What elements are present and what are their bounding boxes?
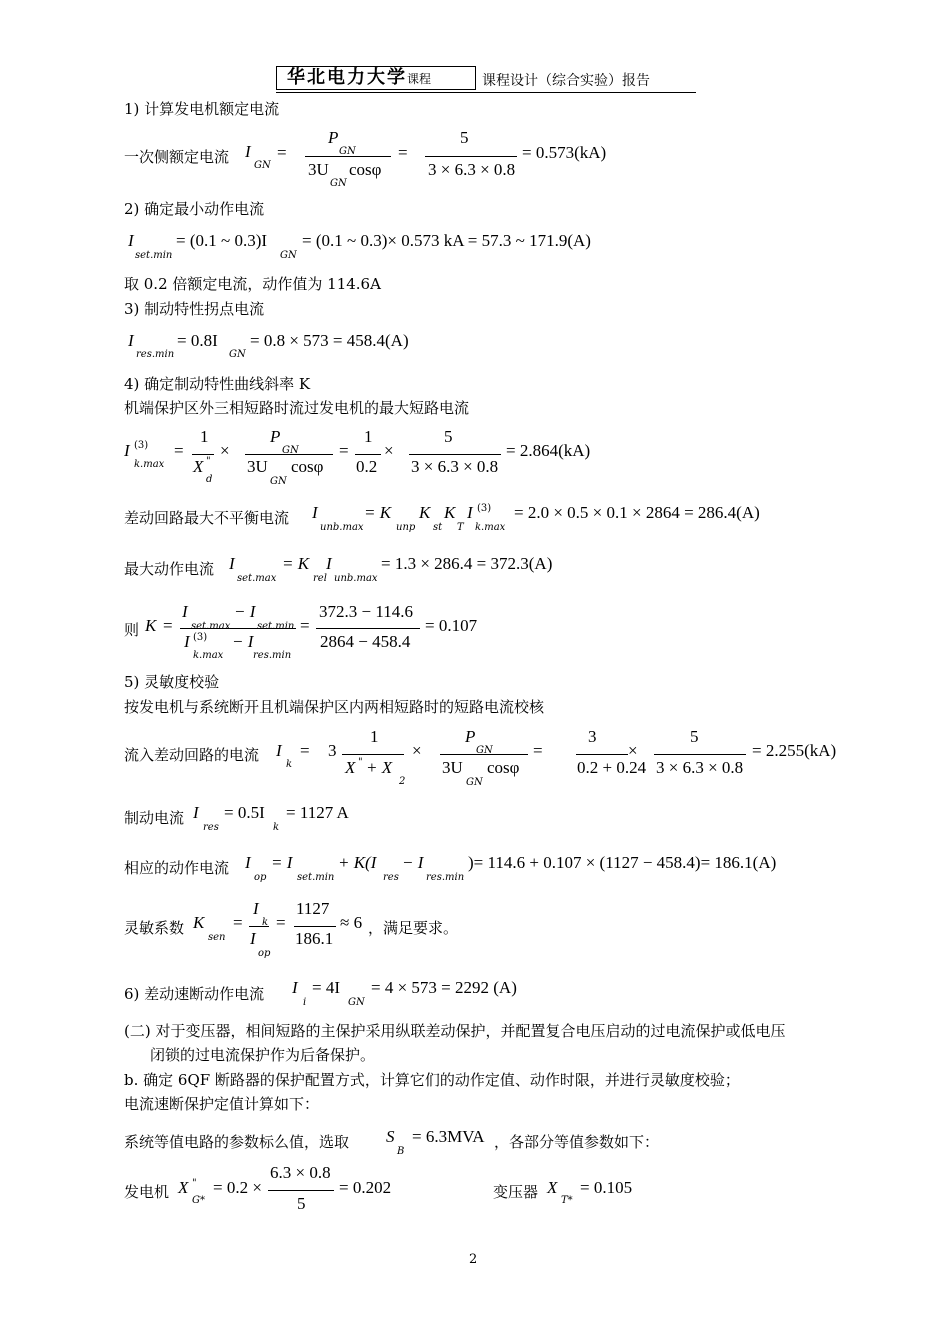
- eq-result: ≈ 6: [340, 913, 363, 932]
- eq-sub-1: rel: [313, 573, 327, 584]
- transformer-paragraph-line-2: 闭锁的过电流保护作为后备保护。: [150, 1046, 376, 1064]
- eq-num-3: 3: [588, 727, 597, 746]
- eq-cos: cosφ: [349, 160, 382, 179]
- eq-k3: K: [444, 503, 456, 522]
- breaker-paragraph: b. 确定 6QF 断路器的保护配置方式，计算它们的动作定值、动作时限，并进行灵敏度校验；: [124, 1071, 740, 1089]
- eq-symbol: S: [386, 1127, 395, 1146]
- eq-symbol: X: [178, 1178, 189, 1197]
- fraction-bar: [316, 628, 420, 629]
- eq-subscript: B: [397, 1146, 405, 1157]
- eq-subscript: op: [254, 872, 267, 883]
- section-5-desc: 按发电机与系统断开且机端保护区内两相短路时的短路电流校核: [124, 698, 545, 716]
- eq-den-2: 3U: [442, 758, 463, 777]
- eq-result: = 1.3 × 286.4 = 372.3(A): [381, 554, 553, 573]
- eq-result: = 0.202: [339, 1178, 392, 1197]
- op-current-label: 相应的动作电流: [124, 859, 230, 877]
- eq-result: = 2.0 × 0.5 × 0.1 × 2864 = 286.4(A): [514, 503, 760, 522]
- eq-den-2: 2864 − 458.4: [320, 632, 411, 651]
- eq-part: = K: [282, 554, 310, 573]
- fraction-bar: [268, 1190, 334, 1191]
- eq-den-3: 0.2 + 0.24: [577, 758, 647, 777]
- min-current-note: 取 0.2 倍额定电流，动作值为 114.6A: [124, 275, 381, 293]
- eq-num-3: 1: [364, 427, 373, 446]
- eq-part: = 0.5I: [224, 803, 265, 822]
- eq-result: = 0.107: [425, 616, 478, 635]
- eq-den-1-plus: + X: [366, 758, 393, 777]
- eq-numerator-sub: GN: [339, 146, 356, 157]
- eq-symbol: I: [128, 231, 134, 250]
- eq-result: = 4 × 573 = 2292 (A): [371, 978, 517, 997]
- fraction-bar: [409, 454, 501, 455]
- eq-denominator-2: 3 × 6.3 × 0.8: [428, 160, 516, 179]
- eq-symbol: I: [124, 441, 130, 460]
- eq-subscript: GN: [254, 160, 271, 171]
- header-title: 课程设计（综合实验）报告: [482, 73, 650, 89]
- eq-cos: cosφ: [291, 457, 324, 476]
- eq-equals: =: [163, 616, 173, 635]
- eq-symbol: I: [276, 741, 282, 760]
- eq-part-2: = 0.8 × 573 = 458.4(A): [250, 331, 409, 350]
- eq-num-sub-2: set.min: [257, 621, 295, 632]
- eq-den-sub-2: res.min: [253, 650, 292, 661]
- eq-sub-2: st: [433, 522, 443, 533]
- university-logo: [276, 66, 476, 90]
- eq-sub-2: res: [383, 872, 399, 883]
- eq-subscript: set.max: [237, 573, 277, 584]
- fraction-bar: [245, 454, 333, 455]
- eq-numerator: P: [328, 128, 339, 147]
- eq-denominator-sub: GN: [330, 178, 347, 189]
- fraction-bar: [425, 156, 517, 157]
- eq-num-2-sub: GN: [282, 445, 299, 456]
- restraint-label: 制动电流: [124, 809, 185, 827]
- eq-den-sup: (3): [193, 632, 208, 643]
- fraction-bar: [249, 926, 269, 927]
- eq-symbol: I: [128, 331, 134, 350]
- eq-result: = 2.864(kA): [506, 441, 591, 460]
- fraction-bar: [192, 454, 214, 455]
- eq-den-2-sub: GN: [466, 777, 483, 788]
- eq-den: I: [250, 929, 256, 948]
- eq-den-2-sub: GN: [270, 476, 287, 487]
- logo-text: 华北电力大学: [287, 67, 407, 88]
- eq-subscript-2: GN: [348, 997, 365, 1008]
- eq-den: I: [184, 632, 190, 651]
- section-6-title: 6) 差动速断动作电流: [124, 985, 265, 1003]
- eq-sub-1: set.min: [297, 872, 335, 883]
- eq-equals-2: =: [300, 616, 310, 635]
- eq-subscript: res: [203, 822, 219, 833]
- eq-sqrt3: 3: [328, 741, 337, 760]
- eq-subscript: set.min: [135, 250, 173, 261]
- quick-break-paragraph: 电流速断保护定值计算如下：: [124, 1095, 320, 1113]
- eq-i2: I: [467, 503, 473, 522]
- eq-part-2: = (0.1 ~ 0.3)× 0.573 kA = 57.3 ~ 171.9(A): [302, 231, 591, 250]
- eq-sub-3: res.min: [426, 872, 465, 883]
- eq-den-1-sub: 2: [399, 776, 406, 787]
- eq-subscript: sen: [208, 932, 226, 943]
- fraction-bar: [180, 628, 296, 629]
- unbalance-label: 差动回路最大不平衡电流: [124, 509, 290, 527]
- eq-symbol: I: [245, 142, 251, 161]
- eq-num-1: 1: [200, 427, 209, 446]
- eq-num-4: 5: [444, 427, 453, 446]
- section-5-title: 5) 灵敏度校验: [124, 673, 220, 691]
- eq-value: = 6.3MVA: [412, 1127, 485, 1146]
- eq-sub-4: k.max: [475, 522, 506, 533]
- eq-subscript-2: GN: [229, 349, 246, 360]
- generator-label: 发电机: [124, 1183, 170, 1201]
- eq-symbol: I: [312, 503, 318, 522]
- eq-subscript: k.max: [134, 459, 165, 470]
- page-header: [276, 66, 696, 93]
- eq-num-sub: set.max: [191, 621, 231, 632]
- eq-equals-2: =: [276, 913, 286, 932]
- eq-den-2: 186.1: [295, 929, 334, 948]
- system-note: ，各部分等值参数如下：: [494, 1133, 660, 1151]
- eq-i2: I: [326, 554, 332, 573]
- eq-sub-2: unb.max: [334, 573, 378, 584]
- eq-times-2: ×: [628, 741, 638, 760]
- eq-num: 6.3 × 0.8: [270, 1163, 331, 1182]
- eq-den-4: 3 × 6.3 × 0.8: [656, 758, 744, 777]
- eq-den-4: 3 × 6.3 × 0.8: [411, 457, 499, 476]
- eq-result: )= 114.6 + 0.107 × (1127 − 458.4)= 186.1(A): [468, 853, 777, 872]
- eq-part-3: − I: [402, 853, 424, 872]
- eq-den-3: 0.2: [356, 457, 378, 476]
- eq-part: = 0.2 ×: [213, 1178, 262, 1197]
- eq-symbol: I: [245, 853, 251, 872]
- eq-part: = K: [364, 503, 392, 522]
- eq-equals: =: [174, 441, 184, 460]
- eq-sub-3: T: [457, 522, 464, 533]
- eq-den-1: X: [345, 758, 356, 777]
- section-4-title: 4) 确定制动特性曲线斜率 K: [124, 375, 311, 393]
- fraction-bar: [576, 754, 628, 755]
- fraction-bar: [355, 454, 381, 455]
- eq-den-1-sup: ": [358, 757, 363, 768]
- section-4-desc: 机端保护区外三相短路时流过发电机的最大短路电流: [124, 399, 470, 417]
- rated-current-label: 一次侧额定电流: [124, 148, 230, 166]
- eq-cos: cosφ: [487, 758, 520, 777]
- sensitivity-label: 灵敏系数: [124, 919, 185, 937]
- section-2-title: 2) 确定最小动作电流: [124, 200, 265, 218]
- eq-den-1: X: [193, 457, 204, 476]
- eq-times: ×: [412, 741, 422, 760]
- eq-subscript: i: [303, 997, 307, 1008]
- eq-subscript: k: [286, 759, 293, 770]
- section-3-title: 3) 制动特性拐点电流: [124, 300, 265, 318]
- eq-subscript-2: k: [273, 822, 280, 833]
- eq-den: 5: [297, 1194, 306, 1213]
- eq-result: = 0.105: [580, 1178, 633, 1197]
- diff-current-label: 流入差动回路的电流: [124, 746, 260, 764]
- page-number: 2: [469, 1252, 478, 1267]
- fraction-bar: [294, 926, 336, 927]
- eq-den-minus: − I: [232, 632, 254, 651]
- eq-part-1: = (0.1 ~ 0.3)I: [176, 231, 268, 250]
- fraction-bar: [440, 754, 528, 755]
- eq-num-1: 1: [370, 727, 379, 746]
- eq-symbol: I: [229, 554, 235, 573]
- fraction-bar: [305, 156, 391, 157]
- eq-den-1-sup: ": [206, 456, 211, 467]
- eq-denominator: 3U: [308, 160, 329, 179]
- eq-symbol: K: [193, 913, 205, 932]
- eq-equals: =: [233, 913, 243, 932]
- eq-part: = 4I: [312, 978, 340, 997]
- eq-den-sub: k.max: [193, 650, 224, 661]
- eq-num-2: P: [270, 427, 281, 446]
- eq-den-1-sub: d: [206, 474, 213, 485]
- eq-subscript-2: GN: [280, 250, 297, 261]
- eq-superscript: (3): [134, 440, 149, 451]
- eq-symbol: I: [193, 803, 199, 822]
- eq-num-2: P: [465, 727, 476, 746]
- section-1-title: 1) 计算发电机额定电流: [124, 100, 280, 118]
- eq-num: I: [253, 899, 259, 918]
- eq-num-minus: − I: [234, 602, 256, 621]
- eq-subscript: G*: [192, 1195, 205, 1206]
- eq-result: = 0.573(kA): [522, 143, 607, 162]
- eq-equals: =: [277, 143, 287, 162]
- eq-equals-2: =: [533, 741, 543, 760]
- eq-den-2: 3U: [247, 457, 268, 476]
- eq-part-1: = 0.8I: [177, 331, 218, 350]
- eq-symbol: I: [292, 978, 298, 997]
- fraction-bar: [342, 754, 404, 755]
- eq-times-2: ×: [384, 441, 394, 460]
- max-op-label: 最大动作电流: [124, 560, 215, 578]
- system-label: 系统等值电路的参数标么值，选取: [124, 1133, 350, 1151]
- eq-num-4: 5: [690, 727, 699, 746]
- eq-subscript: res.min: [136, 349, 175, 360]
- eq-result: = 2.255(kA): [752, 741, 837, 760]
- eq-equals-2: =: [339, 441, 349, 460]
- eq-num: I: [182, 602, 188, 621]
- eq-num-sub: k: [262, 917, 269, 928]
- eq-k2: K: [419, 503, 431, 522]
- eq-num-2-sub: GN: [476, 745, 493, 756]
- eq-times: ×: [220, 441, 230, 460]
- eq-numerator-2: 5: [460, 128, 469, 147]
- eq-den-sub: op: [258, 948, 271, 959]
- fraction-bar: [654, 754, 746, 755]
- eq-num-2: 372.3 − 114.6: [319, 602, 413, 621]
- eq-superscript: ": [192, 1178, 197, 1189]
- transformer-paragraph-line-1: (二) 对于变压器，相间短路的主保护采用纵联差动保护，并配置复合电压启动的过电流保护或低电压: [124, 1022, 786, 1040]
- eq-equals: =: [300, 741, 310, 760]
- eq-num-2: 1127: [296, 899, 330, 918]
- eq-part-1: = I: [271, 853, 293, 872]
- eq-k: K: [145, 616, 157, 635]
- eq-sub-1: unp: [396, 522, 416, 533]
- eq-result: = 1127 A: [286, 803, 349, 822]
- sensitivity-note: ，满足要求。: [368, 919, 459, 937]
- eq-subscript: unb.max: [320, 522, 364, 533]
- eq-subscript: T*: [561, 1195, 573, 1206]
- eq-part-2: + K(I: [338, 853, 377, 872]
- logo-suffix: 课程: [407, 72, 432, 86]
- k-label: 则: [124, 621, 140, 639]
- eq-equals-2: =: [398, 143, 408, 162]
- eq-symbol: X: [547, 1178, 558, 1197]
- eq-sup: (3): [477, 503, 492, 514]
- transformer-label: 变压器: [493, 1183, 539, 1201]
